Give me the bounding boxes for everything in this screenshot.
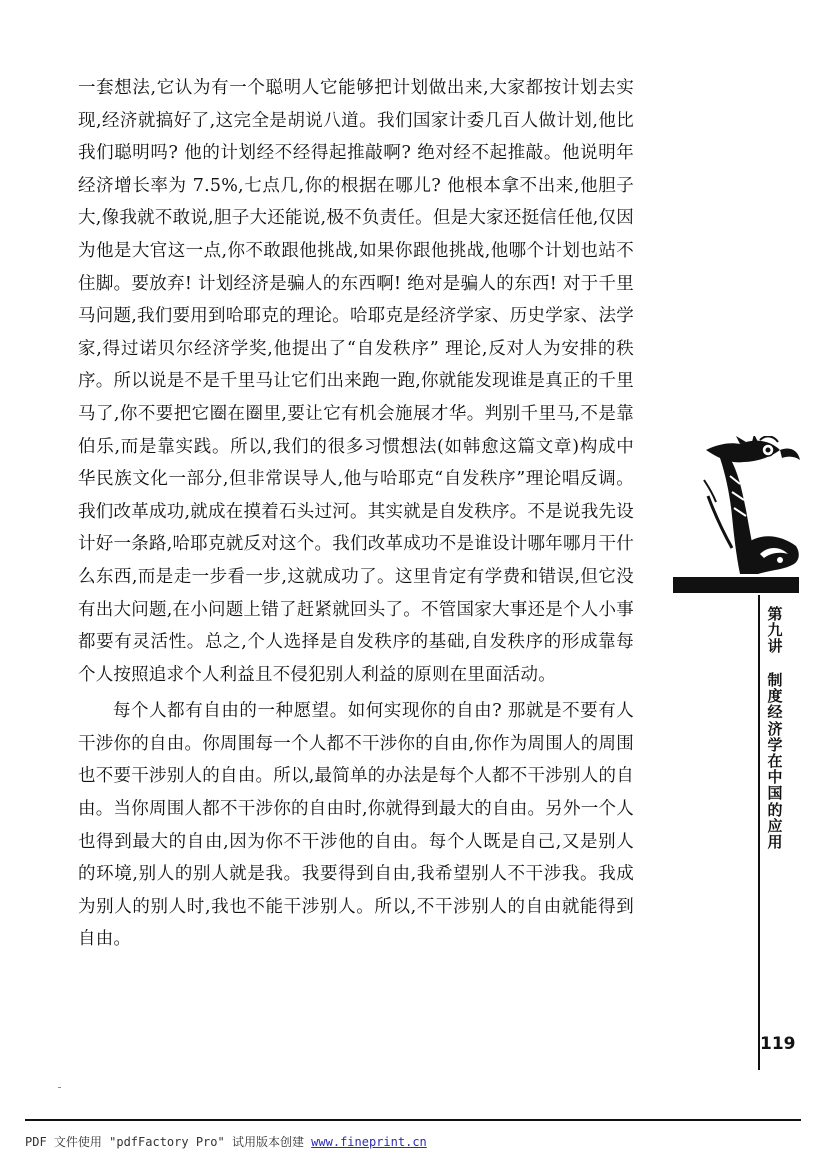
- paragraph-2: 每个人都有自由的一种愿望。如何实现你的自由? 那就是不要有人干涉你的自由。你周围每一个人都不干涉你的自由,你作为周围人的周围也不要干涉别人的自由。所以,最简单的办法是每个人都不干涉别人的自由。当你周围人都不干涉你的自由时,你就得到最大的自由。另外一个人也得到最大的自由,因为你不干涉他的自由。每个人既是自己,又是别人的环境,别人的别人就是我。我要得到自由,我希望别人不干涉我。我成为别人的别人时,我也不能干涉别人。所以,不干涉别人的自由就能得到自由。: [78, 701, 634, 950]
- footer-link[interactable]: www.fineprint.cn: [311, 1135, 427, 1149]
- page-number: 119: [760, 1034, 796, 1054]
- bird-ornament-icon: [700, 436, 804, 576]
- chapter-title: 制度经济学在中国的应用: [767, 671, 783, 852]
- paragraph-1: 一套想法,它认为有一个聪明人它能够把计划做出来,大家都按计划去实现,经济就搞好了,这完全是胡说八道。我们国家计委几百人做计划,他比我们聪明吗? 他的计划经不经得起推敲啊? 绝对经不起推敲。他说明年经济增长率为 7.5%,七点几,你的根据在哪儿? 他根本拿不出来,他胆子大,像我就不敢说,胆子大还能说,极不负责任。但是大家还挺信任他,仅因为他是大官这一点,你不敢跟他挑战,如果你跟他挑战,他哪个计划也站不住脚。要放弃! 计划经济是骗人的东西啊! 绝对是骗人的东西! 对于千里马问题,我们要用到哈耶克的理论。哈耶克是经济学家、历史学家、法学家,得过诺贝尔经济学奖,他提出了“自发秩序” 理论,反对人为安排的秩序。所以说是不是千里马让它们出来跑一跑,你就能发现谁是真正的千里马了,你不要把它圈在圈里,要让它有机会施展才华。判别千里马,不是靠伯乐,而是靠实践。所以,我们的很多习惯想法(如韩愈这篇文章)构成中华民族文化一部分,但非常误导人,他与哈耶克“自发秩序”理论唱反调。我们改革成功,就成在摸着石头过河。其实就是自发秩序。不是说我先设计好一条路,哈耶克就反对这个。我们改革成功不是谁设计哪年哪月干什么东西,而是走一步看一步,这就成功了。这里肯定有学费和错误,但它没有出大问题,在小问题上错了赶紧就回头了。不管国家大事还是个人小事都要有灵活性。总之,个人选择是自发秩序的基础,自发秩序的形成靠每个人按照追求个人利益且不侵犯别人利益的原则在里面活动。: [78, 78, 634, 685]
- chapter-bar: [673, 577, 799, 593]
- footer-divider: [25, 1119, 801, 1121]
- body-text: [78, 72, 634, 956]
- footer-text: PDF 文件使用 "pdfFactory Pro" 试用版本创建: [25, 1135, 312, 1149]
- chapter-label: 第九讲: [767, 605, 783, 656]
- sidebar-divider: [758, 595, 760, 1070]
- pdf-footer: [25, 1134, 427, 1150]
- scan-mark: [58, 1087, 61, 1088]
